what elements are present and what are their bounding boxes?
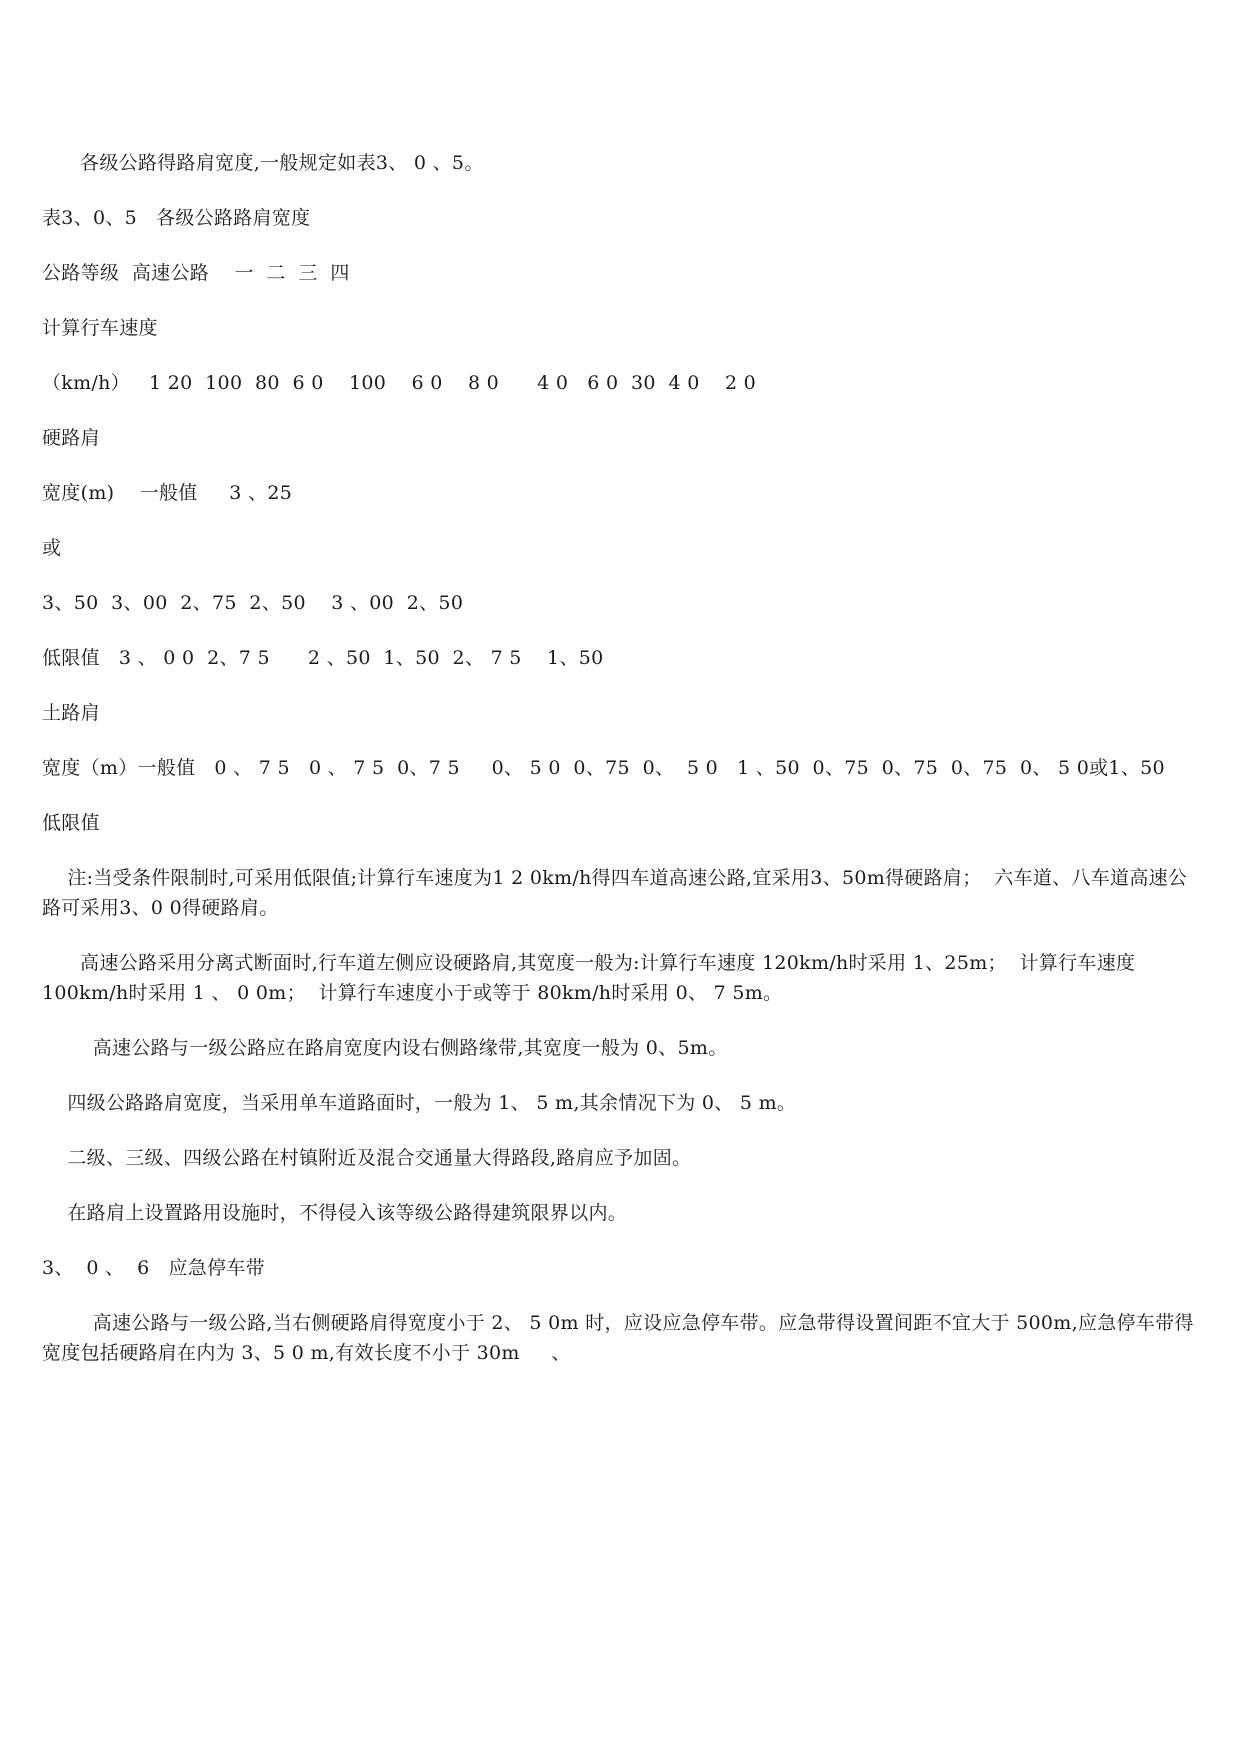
table-row-soil-shoulder: 土路肩 — [42, 702, 100, 724]
table-row-speed-values: （km/h） 1 20 100 80 6 0 100 6 0 8 0 4 0 6 0 30 4 0 2 0 — [42, 372, 757, 394]
table-title: 表3、0、5 各级公路路肩宽度 — [42, 207, 311, 229]
paragraph-grade-four: 四级公路路肩宽度，当采用单车道路面时，一般为 1、 5 m,其余情况下为 0、 5 m。 — [42, 1092, 797, 1114]
table-row-hard-shoulder: 硬路肩 — [42, 427, 100, 449]
paragraph-facilities: 在路肩上设置路用设施时，不得侵入该等级公路得建筑限界以内。 — [42, 1202, 628, 1224]
section-heading: 3、 0 、 6 应急停车带 — [42, 1257, 265, 1279]
table-row-grade: 公路等级 高速公路 一 二 三 四 — [42, 262, 350, 284]
table-row-min-value: 低限值 3 、 0 0 2、7 5 2 、50 1、50 2、 7 5 1、50 — [42, 647, 604, 669]
table-row-speed-label: 计算行车速度 — [42, 317, 158, 339]
table-row-width-general: 宽度(m) 一般值 3 、25 — [42, 482, 293, 504]
paragraph-left-shoulder: 高速公路采用分离式断面时,行车道左侧应设硬路肩,其宽度一般为:计算行车速度 120km/h时采用 1、25m； 计算行车速度 100km/h时采用 1 、 0 0m； 计算行车速度小于或等于 80km/h时采用 0、 7 5m。 — [42, 952, 1142, 1004]
paragraph-reinforcement: 二级、三级、四级公路在村镇附近及混合交通量大得路段,路肩应予加固。 — [42, 1147, 692, 1169]
intro-text: 各级公路得路肩宽度,一般规定如表3、 0 、5。 — [42, 152, 484, 174]
paragraph-edge-strip: 高速公路与一级公路应在路肩宽度内设右侧路缘带,其宽度一般为 0、5m。 — [42, 1037, 728, 1059]
table-row-or: 或 — [42, 537, 62, 559]
paragraph-emergency-lane: 高速公路与一级公路,当右侧硬路肩得宽度小于 2、 5 0m 时，应设应急停车带。应急带得设置间距不宜大于 500m,应急停车带得宽度包括硬路肩在内为 3、5 0 m,有效长度不小于 30m 、 — [42, 1312, 1194, 1364]
table-note: 注:当受条件限制时,可采用低限值;计算行车速度为1 2 0km/h得四车道高速公路,宜采用3、50m得硬路肩； 六车道、八车道高速公路可采用3、0 0得硬路肩。 — [42, 867, 1188, 919]
table-row-values: 3、50 3、00 2、75 2、50 3 、00 2、50 — [42, 592, 464, 614]
table-row-soil-min: 低限值 — [42, 812, 100, 834]
table-row-soil-width: 宽度（m）一般值 0 、 7 5 0 、 7 5 0、7 5 0、 5 0 0、75 0、 5 0 1 、50 0、75 0、75 0、75 0、 5 0或1、50 — [42, 757, 1165, 779]
